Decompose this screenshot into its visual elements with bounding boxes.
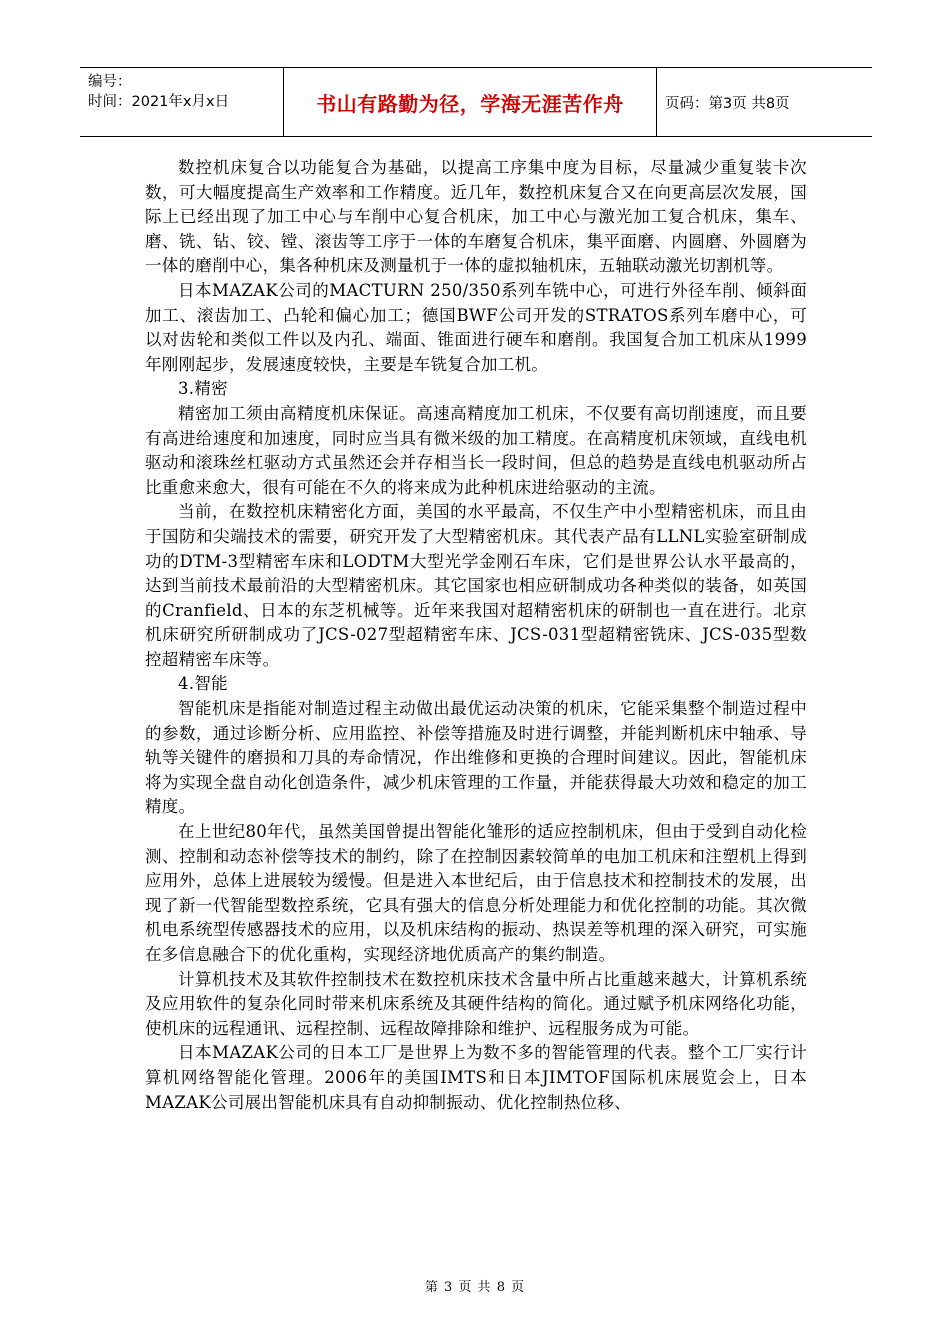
paragraph: 智能机床是指能对制造过程主动做出最优运动决策的机床，它能采集整个制造过程中的参数，通过诊断分析、应用监控、补偿等措施及时进行调整，并能判断机床中轴承、导轨等关键件的磨损和刀具的寿命情况，作出维修和更换的合理时间建议。因此，智能机床将为实现全盘自动化创造条件，减少机床管理的工作量，并能获得最大功效和稳定的加工精度。	[145, 699, 807, 817]
paragraph: 数控机床复合以功能复合为基础，以提高工序集中度为目标，尽量减少重复装卡次数，可大幅度提高生产效率和工作精度。近几年，数控机床复合又在向更高层次发展，国际上已经出现了加工中心与车削中心复合机床，加工中心与激光加工复合机床，集车、磨、铣、钻、铰、镗、滚齿等工序于一体的车磨复合机床，集平面磨、内圆磨、外圆磨为一体的磨削中心，集各种机床及测量机于一体的虚拟轴机床，五轴联动激光切割机等。	[145, 158, 807, 276]
page-header	[80, 67, 872, 137]
doc-date-label: 时间：2021年x月x日	[88, 94, 230, 110]
header-page-info: 页码：第3页 共8页	[665, 95, 790, 112]
section-heading: 4.智能	[178, 674, 228, 694]
paragraph: 日本MAZAK公司的MACTURN 250/350系列车铣中心，可进行外径车削、倾斜面加工、滚齿加工、凸轮和偏心加工；德国BWF公司开发的STRATOS系列车磨中心，可以对齿轮和类似工件以及内孔、端面、锥面进行硬车和磨削。我国复合加工机床从1999年刚刚起步，发展速度较快，主要是车铣复合加工机。	[145, 280, 807, 374]
doc-number-label: 编号：	[88, 74, 132, 90]
section-heading: 3.精密	[178, 379, 228, 399]
paragraph: 当前，在数控机床精密化方面，美国的水平最高，不仅生产中小型精密机床，而且由于国防和尖端技术的需要，研究开发了大型精密机床。其代表产品有LLNL实验室研制成功的DTM-3型精密车床和LODTM大型光学金刚石车床，它们是世界公认水平最高的，达到当前技术最前沿的大型精密机床。其它国家也相应研制成功各种类似的装备，如英国的Cranfield、日本的东芝机械等。近年来我国对超精密机床的研制也一直在进行。北京机床研究所研制成功了JCS-027型超精密车床、JCS-031型超精密铣床、JCS-035型数控超精密车床等。	[145, 502, 807, 669]
paragraph: 计算机技术及其软件控制技术在数控机床技术含量中所占比重越来越大，计算机系统及应用软件的复杂化同时带来机床系统及其硬件结构的简化。通过赋予机床网络化功能，使机床的远程通讯、远程控制、远程故障排除和维护、远程服务成为可能。	[145, 969, 807, 1038]
page-footer: 第 3 页 共 8 页	[424, 1280, 526, 1295]
header-motto-cell	[283, 68, 657, 136]
header-motto: 书山有路勤为径，学海无涯苦作舟	[316, 91, 624, 116]
header-meta	[80, 68, 283, 136]
paragraph: 精密加工须由高精度机床保证。高速高精度加工机床，不仅要有高切削速度，而且要有高进给速度和加速度，同时应当具有微米级的加工精度。在高精度机床领域，直线电机驱动和滚珠丝杠驱动方式虽然还会并存相当长一段时间，但总的趋势是直线电机驱动所占比重愈来愈大，很有可能在不久的将来成为此种机床进给驱动的主流。	[145, 403, 807, 497]
paragraph: 在上世纪80年代，虽然美国曾提出智能化雏形的适应控制机床，但由于受到自动化检测、控制和动态补偿等技术的制约，除了在控制因素较简单的电加工机床和注塑机上得到应用外，总体上进展较为缓慢。但是进入本世纪后，由于信息技术和控制技术的发展，出现了新一代智能型数控系统，它具有强大的信息分析处理能力和优化控制的功能。其次微机电系统型传感器技术的应用，以及机床结构的振动、热误差等机理的深入研究，可实施在多信息融合下的优化重构，实现经济地优质高产的集约制造。	[145, 822, 807, 964]
paragraph: 日本MAZAK公司的日本工厂是世界上为数不多的智能管理的代表。整个工厂实行计算机网络智能化管理。2006年的美国IMTS和日本JIMTOF国际机床展览会上，日本MAZAK公司展出智能机床具有自动抑制振动、优化控制热位移、	[145, 1043, 807, 1112]
document-body	[145, 156, 807, 1115]
